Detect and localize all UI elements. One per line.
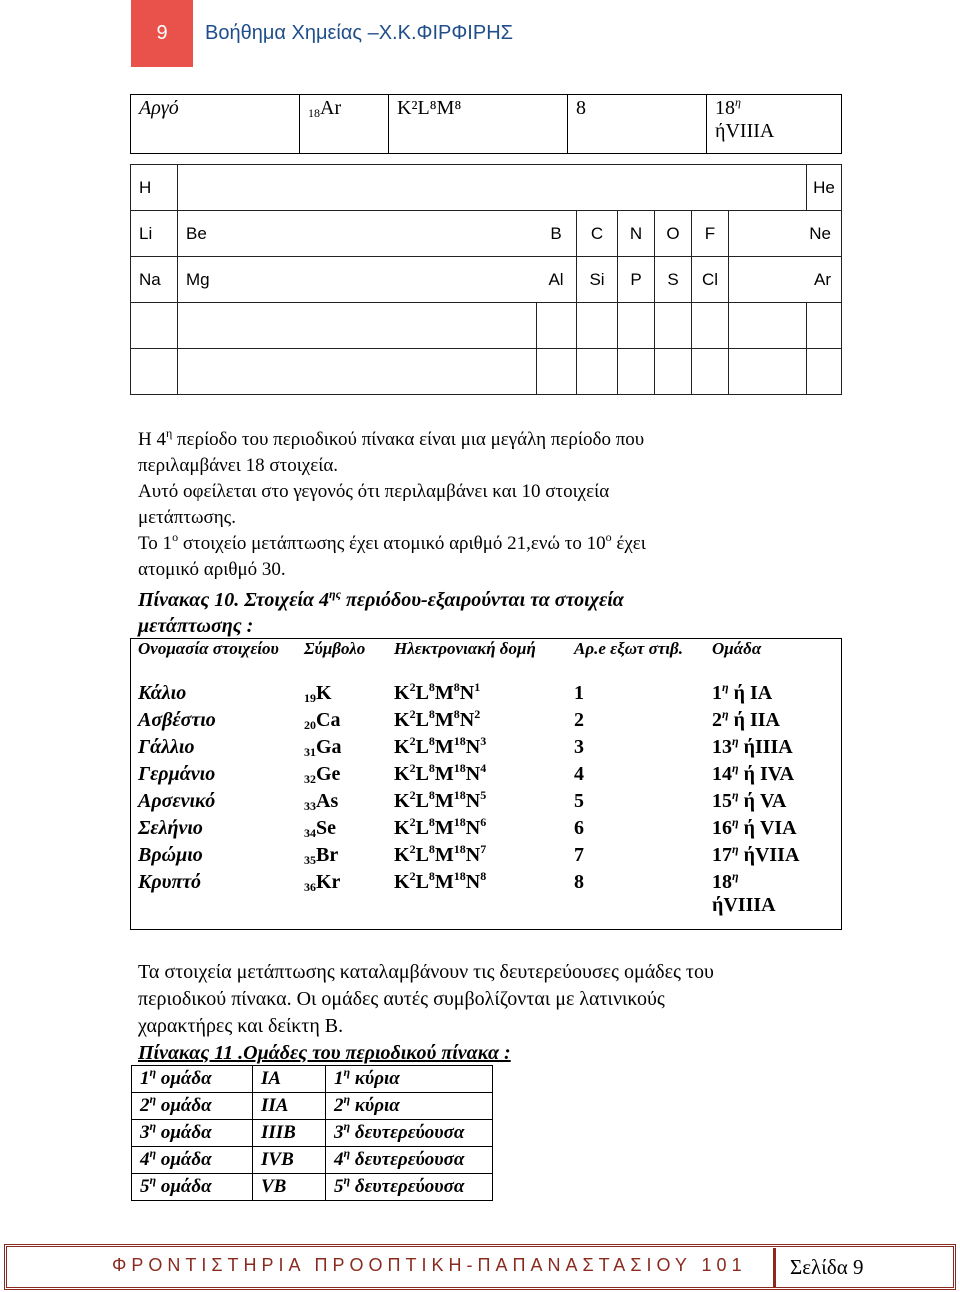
element-valence: 6 (574, 817, 584, 839)
element-config: $K^2L^8M^{18}N^5$ (394, 788, 487, 812)
argon-row-table (130, 94, 842, 154)
element-config: $K^2L^8M^{18}N^6$ (394, 815, 487, 839)
element-config: $K^2L^8M^{18}N^8$ (394, 869, 487, 893)
group-label: $1^\eta$ ομάδα (132, 1066, 253, 1093)
element-cell: H (131, 165, 178, 211)
table11-row (132, 1066, 493, 1093)
group-description: $2^\eta$ κύρια (326, 1093, 493, 1120)
element-valence: 3 (574, 736, 584, 758)
element-cell: O (655, 211, 692, 257)
element-cell: Li (131, 211, 178, 257)
group-label: $2^\eta$ ομάδα (132, 1093, 253, 1120)
element-cell: B (536, 211, 577, 257)
element-cell: P (618, 257, 655, 303)
element-symbol: $_{36}$Kr (304, 871, 341, 894)
element-config: $K^2L^8M^{18}N^3$ (394, 734, 487, 758)
table10-caption: Πίνακας 10. Στοιχεία $4^{\eta\varsigma}$ περιόδου-εξαιρούνται τα στοιχεία μετάπτωσης : (138, 587, 624, 637)
paragraph-period-4: Η $4^\eta$ περίοδο του περιοδικού πίνακα είναι μια μεγάλη περίοδο που περιλαμβάνει 18 στοιχεία. Αυτό οφείλεται στο γεγονός ότι περιλαμβάνει και 10 στοιχεία μετάπτωσης. Το $1^o$ στοιχείο μετάπτωσης έχει ατομικό αριθμό 21,ενώ το $10^o$ έχει ατομικό αριθμό 30. (138, 426, 646, 580)
group-description: $3^\eta$ δευτερεύουσα (326, 1120, 493, 1147)
element-name: Σελήνιο (138, 817, 203, 839)
element-valence: 7 (574, 844, 584, 866)
element-cell: F (692, 211, 729, 257)
table10 (130, 638, 842, 917)
argon-symbol: $_{18}$Ar (300, 95, 389, 154)
table10-row (130, 709, 842, 736)
element-valence: 4 (574, 763, 584, 785)
periodic-row-3 (131, 257, 842, 303)
element-cell: Ar (729, 257, 842, 303)
element-name: Γερμάνιο (138, 763, 216, 785)
element-config: $K^2L^8M^8N^1$ (394, 680, 481, 704)
group-code: IIA (253, 1093, 326, 1120)
element-group: $1^\eta$ ή IA (712, 680, 773, 704)
table10-row (130, 763, 842, 790)
table10-row (130, 817, 842, 844)
footer-page-label: Σελίδα 9 (790, 1255, 864, 1279)
periodic-row-2 (131, 211, 842, 257)
table11 (131, 1065, 493, 1201)
argon-group: $18^\eta$ ήVIIIA (707, 95, 842, 154)
element-cell: Si (577, 257, 618, 303)
element-config: $K^2L^8M^8N^2$ (394, 707, 481, 731)
group-description: $5^\eta$ δευτερεύουσα (326, 1174, 493, 1201)
table10-row (130, 871, 842, 917)
periodic-row-4 (131, 303, 842, 349)
element-name: Βρώμιο (138, 844, 203, 866)
element-cell: Ne (729, 211, 842, 257)
element-config: $K^2L^8M^{18}N^4$ (394, 761, 487, 785)
element-valence: 8 (574, 871, 584, 893)
element-cell: S (655, 257, 692, 303)
table11-row (132, 1174, 493, 1201)
element-config: $K^2L^8M^{18}N^7$ (394, 842, 487, 866)
header-group: Ομάδα (712, 639, 762, 658)
element-symbol: $_{34}$Se (304, 817, 336, 840)
header-title: Βοήθημα Χημείας –Χ.Κ.ΦΙΡΦΙΡΗΣ (205, 22, 514, 44)
element-symbol: $_{35}$Br (304, 844, 339, 867)
element-cell: C (577, 211, 618, 257)
argon-valence: 8 (568, 95, 707, 154)
element-cell: Cl (692, 257, 729, 303)
group-label: $5^\eta$ ομάδα (132, 1174, 253, 1201)
group-code: VB (253, 1174, 326, 1201)
periodic-table-skeleton (130, 164, 842, 395)
table11-row (132, 1120, 493, 1147)
paragraph-transition: Τα στοιχεία μετάπτωσης καταλαμβάνουν τις δευτερεύουσες ομάδες του περιοδικού πίνακα. Οι ομάδες αυτές συμβολίζονται με λατινικούς χαρακτήρες και δείκτη Β. (138, 961, 714, 1037)
element-symbol: $_{20}$Ca (304, 709, 341, 732)
element-group: $2^\eta$ ή IIA (712, 707, 780, 731)
page-number-badge: 9 (131, 0, 193, 67)
group-label: $3^\eta$ ομάδα (132, 1120, 253, 1147)
element-valence: 1 (574, 682, 584, 704)
table10-row (130, 736, 842, 763)
footer-text: ΦΡΟΝΤΙΣΤΗΡΙΑ ΠΡΟΟΠΤΙΚΗ-ΠΑΠΑΝΑΣΤΑΣΙΟΥ 101 (112, 1255, 747, 1275)
element-symbol: $_{19}$K (304, 682, 332, 705)
table10-header (130, 638, 842, 682)
argon-config: K²L⁸M⁸ (389, 95, 568, 154)
table10-row (130, 682, 842, 709)
header-config: Ηλεκτρονιακή δομή (394, 639, 536, 658)
element-cell: Mg (178, 257, 537, 303)
table11-row (132, 1093, 493, 1120)
group-code: IA (253, 1066, 326, 1093)
group-code: IIIB (253, 1120, 326, 1147)
element-cell: Be (178, 211, 537, 257)
element-group: $14^\eta$ ή IVA (712, 761, 795, 785)
element-group: $18^\eta$ ήVIIIA (712, 869, 776, 916)
footer-separator (773, 1248, 776, 1288)
element-symbol: $_{31}$Ga (304, 736, 342, 759)
element-symbol: $_{32}$Ge (304, 763, 341, 786)
group-label: $4^\eta$ ομάδα (132, 1147, 253, 1174)
element-valence: 2 (574, 709, 584, 731)
element-cell: N (618, 211, 655, 257)
element-group: $16^\eta$ ή VIA (712, 815, 797, 839)
header-name: Ονομασία στοιχείου (138, 639, 279, 658)
element-name: Κάλιο (138, 682, 187, 704)
element-cell: He (807, 165, 842, 211)
element-group: $13^\eta$ ήIIIA (712, 734, 793, 758)
element-group: $15^\eta$ ή VA (712, 788, 787, 812)
periodic-row-1 (131, 165, 842, 211)
element-name: Ασβέστιο (138, 709, 216, 731)
group-code: IVB (253, 1147, 326, 1174)
group-description: $4^\eta$ δευτερεύουσα (326, 1147, 493, 1174)
periodic-row-5 (131, 349, 842, 395)
element-name: Κρυπτό (138, 871, 201, 893)
element-group: $17^\eta$ ήVIIA (712, 842, 800, 866)
table10-row (130, 790, 842, 817)
argon-name: Αργό (131, 95, 300, 154)
group-description: $1^\eta$ κύρια (326, 1066, 493, 1093)
element-valence: 5 (574, 790, 584, 812)
table11-row (132, 1147, 493, 1174)
header-symbol: Σύμβολο (304, 639, 366, 658)
element-symbol: $_{33}$As (304, 790, 339, 813)
element-name: Αρσενικό (138, 790, 216, 812)
element-cell: Na (131, 257, 178, 303)
header-valence: Αρ.e εξωτ στιβ. (574, 639, 683, 658)
table10-row (130, 844, 842, 871)
element-name: Γάλλιο (138, 736, 195, 758)
table11-caption: Πίνακας 11 .Ομάδες του περιοδικού πίνακα : (138, 1042, 511, 1064)
element-cell: Al (536, 257, 577, 303)
